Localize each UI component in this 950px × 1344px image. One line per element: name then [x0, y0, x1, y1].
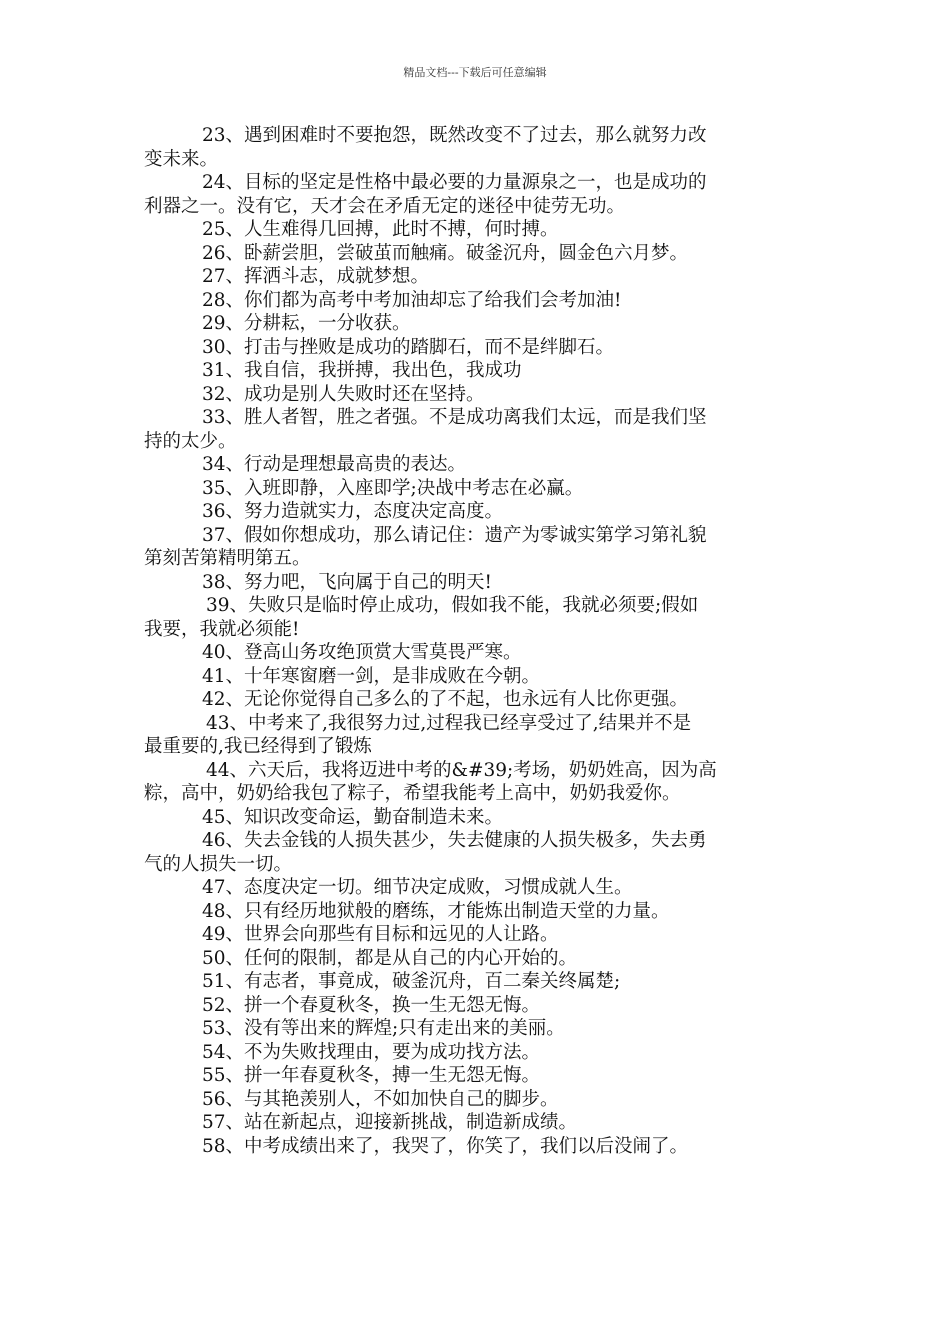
text-line: 57、站在新起点，迎接新挑战，制造新成绩。 [202, 1112, 578, 1133]
document-body [144, 124, 812, 1158]
text-line: 第刻苦第精明第五。 [144, 548, 311, 569]
text-line: 36、努力造就实力，态度决定高度。 [202, 501, 504, 522]
text-line: 56、与其艳羡别人，不如加快自己的脚步。 [202, 1088, 559, 1110]
text-line: 48、只有经历地狱般的磨练，才能炼出制造天堂的力量。 [202, 900, 670, 922]
text-line: 37、假如你想成功，那么请记住：遗产为零诚实第学习第礼貌 [202, 524, 707, 546]
text-line: 58、中考成绩出来了，我哭了，你笑了，我们以后没闹了。 [202, 1135, 689, 1157]
text-line: 45、知识改变命运，勤奋制造未来。 [202, 806, 504, 828]
text-line: 53、没有等出来的辉煌;只有走出来的美丽。 [202, 1018, 565, 1039]
text-line: 最重要的,我已经得到了锻炼 [144, 736, 372, 757]
text-line: 52、拼一个春夏秋冬，换一生无怨无悔。 [202, 994, 541, 1016]
text-line: 47、态度决定一切。细节决定成败，习惯成就人生。 [202, 877, 633, 898]
text-line: 32、成功是别人失败时还在坚持。 [202, 383, 485, 405]
text-line: 46、失去金钱的人损失甚少，失去健康的人损失极多，失去勇 [202, 830, 707, 851]
text-line: 我要，我就必须能! [144, 618, 300, 640]
text-line: 41、十年寒窗磨一剑，是非成败在今朝。 [202, 665, 541, 687]
text-line: 气的人损失一切。 [144, 853, 293, 875]
text-line: 35、入班即静，入座即学;决战中考志在必赢。 [202, 477, 584, 499]
text-line: 51、有志者，事竟成，破釜沉舟，百二秦关终属楚; [202, 971, 621, 992]
text-line: 55、拼一年春夏秋冬，搏一生无怨无悔。 [202, 1065, 541, 1086]
text-line: 50、任何的限制，都是从自己的内心开始的。 [202, 947, 578, 969]
text-line: 31、我自信，我拼搏，我出色，我成功 [202, 360, 522, 381]
text-line: 23、遇到困难时不要抱怨，既然改变不了过去，那么就努力改 [202, 125, 707, 146]
text-line: 26、卧薪尝胆，尝破茧而触痛。破釜沉舟，圆金色六月梦。 [202, 242, 689, 264]
page-header: 精品文档---下载后可任意编辑 [403, 66, 547, 79]
text-line: 30、打击与挫败是成功的踏脚石，而不是绊脚石。 [202, 336, 615, 358]
text-line: 42、无论你觉得自己多么的了不起，也永远有人比你更强。 [202, 689, 689, 710]
text-line: 28、你们都为高考中考加油却忘了给我们会考加油! [202, 289, 622, 311]
text-line: 27、挥洒斗志，成就梦想。 [202, 266, 430, 287]
text-line: 持的太少。 [144, 430, 237, 452]
text-line: 粽，高中，奶奶给我包了粽子，希望我能考上高中，奶奶我爱你。 [144, 783, 681, 804]
text-line: 40、登高山务攻绝顶赏大雪莫畏严寒。 [202, 642, 522, 663]
text-line: 34、行动是理想最高贵的表达。 [202, 454, 467, 475]
text-line: 利器之一。没有它，天才会在矛盾无定的迷径中徒劳无功。 [144, 195, 626, 217]
text-line: 33、胜人者智，胜之者强。不是成功离我们太远，而是我们坚 [202, 407, 707, 428]
text-line: 38、努力吧，飞向属于自己的明天! [202, 571, 492, 593]
text-line: 变未来。 [144, 148, 219, 170]
text-line: 29、分耕耘，一分收获。 [202, 313, 411, 334]
text-line: 44、六天后，我将迈进中考的&#39;考场，奶奶姓高，因为高 [206, 759, 717, 781]
text-line: 54、不为失败找理由，要为成功找方法。 [202, 1041, 541, 1063]
text-line: 49、世界会向那些有目标和远见的人让路。 [202, 924, 559, 945]
text-line: 24、目标的坚定是性格中最必要的力量源泉之一，也是成功的 [202, 172, 707, 193]
text-line: 43、中考来了,我很努力过,过程我已经享受过了,结果并不是 [206, 712, 692, 734]
text-line: 25、人生难得几回搏，此时不搏，何时搏。 [202, 219, 559, 240]
text-line: 39、失败只是临时停止成功，假如我不能，我就必须要;假如 [206, 595, 699, 616]
